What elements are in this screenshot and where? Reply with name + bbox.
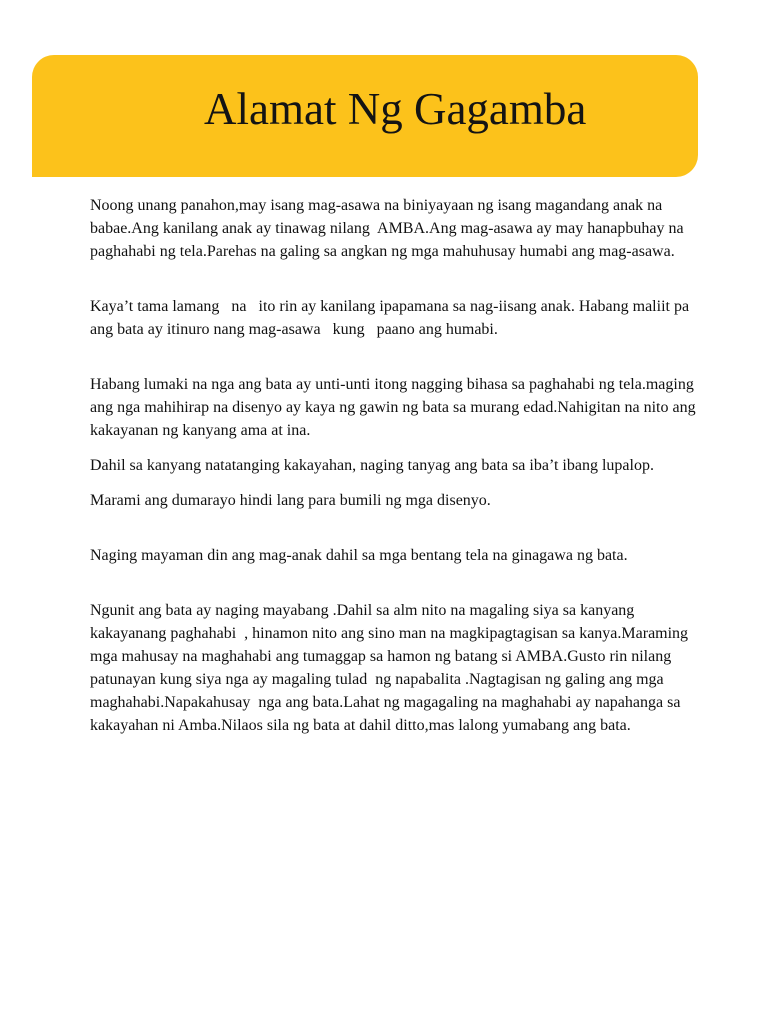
paragraph-4: Dahil sa kanyang natatanging kakayahan, naging tanyag ang bata sa iba’t ibang lupalop. (90, 457, 654, 474)
title-banner (32, 55, 698, 177)
paragraph-2: Kaya’t tama lamang na ito rin ay kanilang ipapamana sa nag-iisang anak. Habang maliit pa ang bata ay itinuro nang mag-asawa kung paano ang humabi. (90, 298, 694, 338)
paragraph-5: Marami ang dumarayo hindi lang para bumili ng mga disenyo. (90, 492, 491, 509)
story-body (90, 194, 700, 737)
paragraph-7: Ngunit ang bata ay naging mayabang .Dahil sa alm nito na magaling siya sa kanyang kakayanang paghahabi , hinamon nito ang sino man na magkipagtagisan sa kanya.Maraming mga mahusay na maghahabi ang tumaggap sa hamon ng batang si AMBA.Gusto rin nilang patunayan kung siya nga ay magaling tulad ng napabalita .Nagtagisan ng galing ang mga maghahabi.Napakahusay nga ang bata.Lahat ng magagaling na maghahabi ay napahanga sa kakayahan ni Amba.Nilaos sila ng bata at dahil ditto,mas lalong yumabang ang bata. (90, 602, 693, 734)
page-title: Alamat Ng Gagamba (204, 84, 587, 134)
paragraph-6: Naging mayaman din ang mag-anak dahil sa mga bentang tela na ginagawa ng bata. (90, 547, 628, 564)
paragraph-3: Habang lumaki na nga ang bata ay unti-unti itong nagging bihasa sa paghahabi ng tela.maging ang nga mahihirap na disenyo ay kaya ng gawin ng bata sa murang edad.Nahigitan na nito ang kakayanan ng kanyang ama at ina. (90, 376, 700, 439)
paragraph-1: Noong unang panahon,may isang mag-asawa na biniyayaan ng isang magandang anak na babae.Ang kanilang anak ay tinawag nilang AMBA.Ang mag-asawa ay may hanapbuhay na paghahabi ng tela.Parehas na galing sa angkan ng mga mahuhusay humabi ang mag-asawa. (90, 197, 688, 260)
